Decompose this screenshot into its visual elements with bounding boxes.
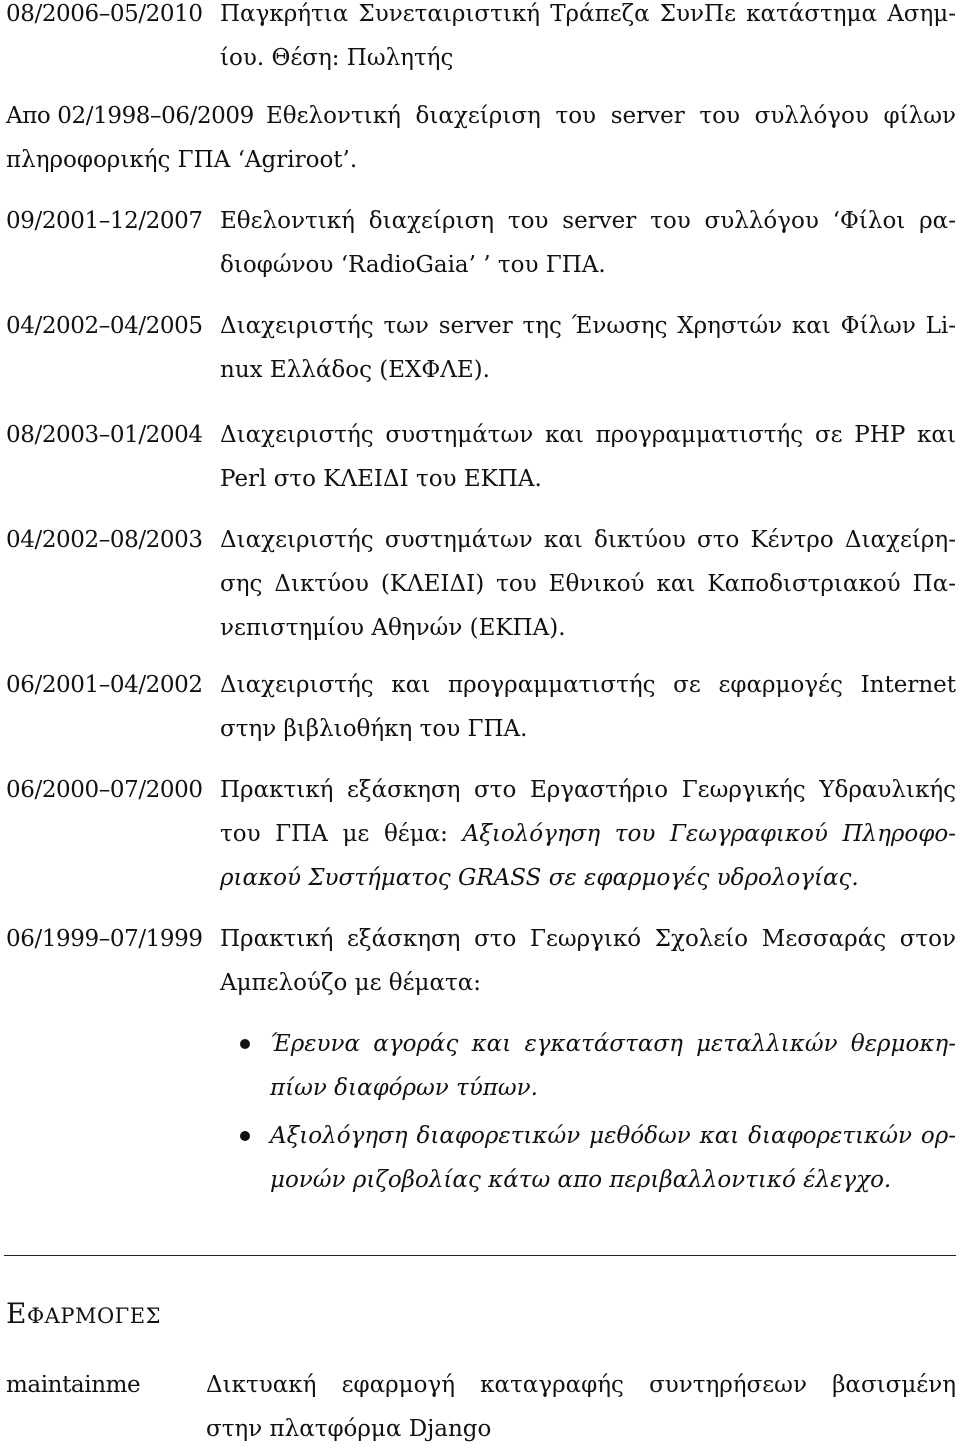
entry-description-continued bbox=[6, 138, 956, 182]
thesis-title-continued: ριακού Συστήματος GRASS σε εφαρμογές υδρολογίας. bbox=[220, 865, 859, 891]
entry-description bbox=[220, 518, 956, 650]
entry-description bbox=[220, 768, 956, 900]
entry-line: Παγκρήτια Συνεταιριστική Τράπεζα ΣυνΠε κατάστημα Ασημ- bbox=[220, 1, 956, 27]
entry-date: 06/2001–04/2002 bbox=[6, 672, 203, 698]
list-item bbox=[240, 1114, 956, 1202]
list-item-line: μονών ριζοβολίας κάτω απο περιβαλλοντικό έλεγχο. bbox=[270, 1167, 892, 1193]
entry-line: Πρακτική εξάσκηση στο Γεωργικό Σχολείο Μεσσαράς στον bbox=[220, 926, 956, 952]
entry-description bbox=[220, 917, 956, 1005]
list-item bbox=[240, 1022, 956, 1110]
app-description bbox=[206, 1363, 956, 1451]
entry-date: 06/2000–07/2000 bbox=[6, 777, 203, 803]
entry-line bbox=[220, 812, 956, 856]
entry-description bbox=[220, 413, 956, 501]
entry-description bbox=[266, 94, 956, 138]
list-item-line: Αξιολόγηση διαφορετικών μεθόδων και διαφορετικών ορ- bbox=[270, 1123, 956, 1149]
entry-line: Εθελοντική διαχείριση του server του συλλόγου ‘Φίλοι ρα- bbox=[220, 208, 956, 234]
entry-line: Πρακτική εξάσκηση στο Εργαστήριο Γεωργικής Υδραυλικής bbox=[220, 777, 956, 803]
entry-line: σης Δικτύου (ΚΛΕΙΔΙ) του Εθνικού και Καποδιστριακού Πα- bbox=[220, 571, 956, 597]
bullet-icon bbox=[240, 1131, 250, 1141]
entry-description bbox=[220, 0, 956, 80]
app-name: maintainme bbox=[6, 1372, 141, 1398]
section-title bbox=[6, 1292, 161, 1338]
list-item-line: Έρευνα αγοράς και εγκατάσταση μεταλλικών θερμοκη- bbox=[270, 1031, 956, 1057]
topic-list bbox=[240, 1022, 956, 1202]
section-divider bbox=[4, 1255, 956, 1256]
entry-line: ίου. Θέση: Πωλητής bbox=[220, 45, 454, 71]
entry-date: Απο 02/1998–06/2009 bbox=[6, 103, 254, 129]
entry-line: Διαχειριστής και προγραμματιστής σε εφαρμογές Internet bbox=[220, 672, 956, 698]
entry-line: διοφώνου ‘RadioGaia’ ’ του ΓΠΑ. bbox=[220, 252, 606, 278]
entry-date: 09/2001–12/2007 bbox=[6, 208, 203, 234]
entry-description bbox=[220, 199, 956, 287]
thesis-title: Αξιολόγηση του Γεωγραφικού Πληροφο- bbox=[462, 821, 956, 847]
list-item-line: πίων διαφόρων τύπων. bbox=[270, 1075, 538, 1101]
entry-description bbox=[220, 663, 956, 751]
app-line: Δικτυακή εφαρμογή καταγραφής συντηρήσεων βασισμένη bbox=[206, 1372, 956, 1398]
section-title-rest: ΦΑΡΜΟΓΕΣ bbox=[26, 1304, 161, 1328]
entry-line: Εθελοντική διαχείριση του server του συλλόγου φίλων bbox=[266, 103, 956, 129]
entry-line: πληροφορικής ΓΠΑ ‘Agriroot’. bbox=[6, 147, 358, 173]
entry-line: στην βιβλιοθήκη του ΓΠΑ. bbox=[220, 716, 528, 742]
entry-date: 08/2006–05/2010 bbox=[6, 1, 203, 27]
entry-text: του ΓΠΑ με θέμα: bbox=[220, 821, 463, 847]
entry-date: 06/1999–07/1999 bbox=[6, 926, 203, 952]
entry-line: νεπιστημίου Αθηνών (ΕΚΠΑ). bbox=[220, 615, 566, 641]
entry-date: 04/2002–04/2005 bbox=[6, 313, 203, 339]
bullet-icon bbox=[240, 1039, 250, 1049]
entry-line: Διαχειριστής συστημάτων και προγραμματιστής σε PHP και bbox=[220, 422, 956, 448]
entry-line: Διαχειριστής των server της Ένωσης Χρηστών και Φίλων Li- bbox=[220, 313, 956, 339]
entry-line: nux Ελλάδος (ΕΧΦΛΕ). bbox=[220, 357, 490, 383]
entry-description bbox=[220, 304, 956, 392]
entry-date: 04/2002–08/2003 bbox=[6, 527, 203, 553]
entry-line: Perl στο ΚΛΕΙΔΙ του ΕΚΠΑ. bbox=[220, 466, 542, 492]
entry-line: Αμπελούζο με θέματα: bbox=[220, 970, 482, 996]
entry-date: 08/2003–01/2004 bbox=[6, 422, 203, 448]
entry-line: Διαχειριστής συστημάτων και δικτύου στο Κέντρο Διαχείρη- bbox=[220, 527, 956, 553]
app-line: στην πλατφόρμα Django bbox=[206, 1416, 492, 1442]
section-title-initial: Ε bbox=[6, 1297, 27, 1330]
